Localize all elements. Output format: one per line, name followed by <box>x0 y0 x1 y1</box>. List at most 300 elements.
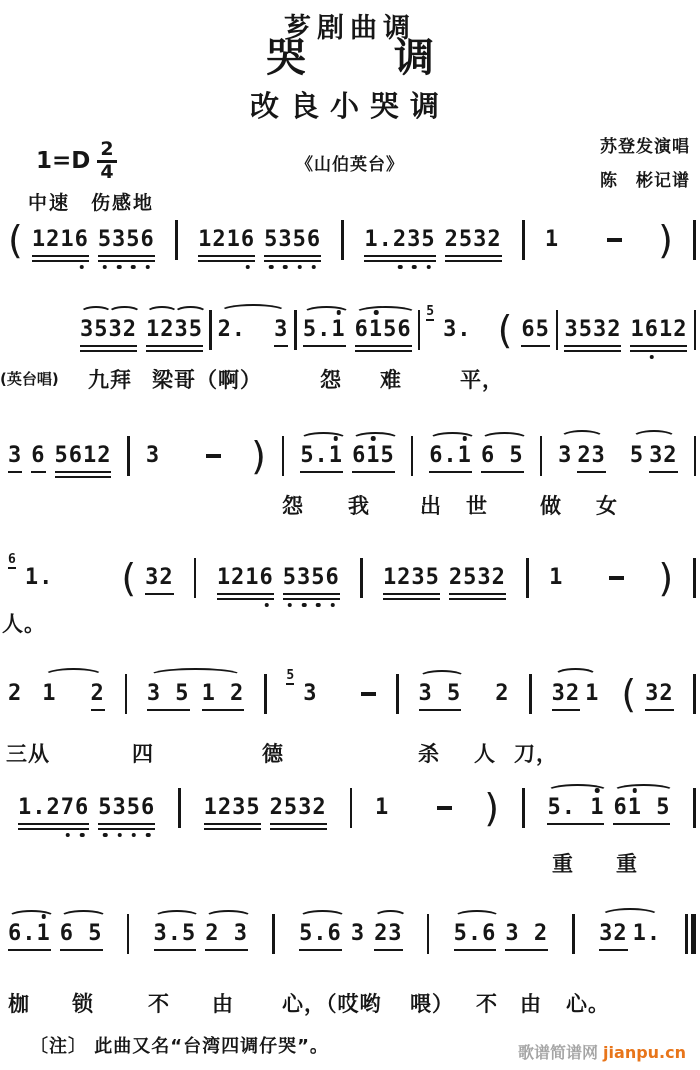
grace-digit: 6 <box>8 552 16 567</box>
measure <box>551 672 674 716</box>
note <box>283 566 340 600</box>
note-digits: 32 <box>649 443 678 468</box>
beam-underline <box>98 260 155 263</box>
note-digits: 5.1 <box>302 317 346 342</box>
beam-underline <box>198 255 255 258</box>
notator-credit: 陈 彬记谱 <box>600 171 690 191</box>
note-digits: 6 5 <box>480 443 524 468</box>
beam-underline <box>146 345 203 348</box>
note-digits: 2532 <box>444 227 502 252</box>
lyric: 不 <box>148 992 170 1016</box>
note <box>198 228 255 262</box>
note <box>505 922 548 951</box>
measure <box>80 318 203 352</box>
meter-numerator: 2 <box>97 140 116 163</box>
grace-digit: 5 <box>286 668 295 683</box>
beam-underline <box>217 598 274 601</box>
spacer <box>568 228 598 229</box>
lyric: 人。 <box>2 612 46 636</box>
note-digits: 1 <box>585 681 600 706</box>
beam-underline <box>32 255 89 258</box>
spacer <box>481 318 489 319</box>
beam-underline <box>80 350 137 353</box>
note-digits: 1 <box>42 681 57 706</box>
lyric: 女 <box>596 494 618 518</box>
beam-underline <box>481 471 524 474</box>
beam-underline <box>577 471 606 474</box>
measure <box>18 796 155 830</box>
spacer <box>572 566 600 567</box>
note-digits: 6156 <box>354 317 412 342</box>
note-digits: 3 <box>145 443 161 468</box>
beam-underline <box>18 828 89 831</box>
note <box>355 318 412 352</box>
beam-underline <box>449 598 506 601</box>
measure <box>147 682 245 711</box>
measure <box>8 218 155 262</box>
note <box>147 682 190 711</box>
note-digits: 3 <box>350 921 366 946</box>
close-paren: ) <box>484 786 500 830</box>
beam-underline <box>264 255 321 258</box>
octave-dot-below <box>426 265 431 270</box>
beam-underline <box>146 350 203 353</box>
lyric: 刀， <box>514 742 558 766</box>
beam-underline <box>283 598 340 601</box>
beam-underline <box>55 476 112 479</box>
note <box>303 682 317 706</box>
slur-group <box>558 444 606 473</box>
barline <box>572 914 575 954</box>
measure <box>198 228 321 262</box>
beam-underline <box>364 255 435 258</box>
beam-underline <box>32 260 89 263</box>
beam-underline <box>564 345 621 348</box>
note <box>264 228 321 262</box>
octave-dot-below <box>80 833 85 838</box>
note-digits: 6.1 <box>8 921 51 946</box>
barline <box>341 220 344 260</box>
note-digits: 2532 <box>448 565 506 590</box>
measure <box>599 922 661 951</box>
beam-underline <box>198 260 255 263</box>
watermark-site: 歌谱简谱网 <box>517 1043 598 1062</box>
note <box>91 682 105 711</box>
lyric: 梁哥（啊） <box>152 368 262 392</box>
lyrics-row <box>0 738 700 766</box>
beam-underline <box>419 709 462 712</box>
barline <box>529 674 532 714</box>
music-line <box>8 434 696 478</box>
barline <box>694 436 697 476</box>
slur-group <box>630 444 678 473</box>
note-digits: 2 3 <box>205 921 249 946</box>
note <box>202 682 245 711</box>
note-digits: 23 <box>374 921 403 946</box>
barline <box>360 558 363 598</box>
note-digits: 2 <box>8 681 23 706</box>
beam-underline <box>649 471 678 474</box>
tempo-marking: 中速 伤感地 <box>28 192 155 214</box>
note <box>649 444 678 473</box>
note <box>645 682 674 711</box>
note-digits: 1 2 <box>201 681 245 706</box>
note <box>270 796 327 830</box>
slur-arc <box>454 910 501 924</box>
note <box>146 318 203 352</box>
barline <box>175 220 178 260</box>
beam-underline <box>374 949 403 952</box>
lyric: 难 <box>380 368 402 392</box>
note-digits: 6.1 <box>429 443 472 468</box>
note-digits: 5. 1 <box>547 795 605 820</box>
open-paren: ( <box>8 218 23 262</box>
note-digits: 3532 <box>564 317 622 342</box>
note <box>374 922 403 951</box>
measure <box>8 444 111 478</box>
main-title-left: 哭 <box>266 35 306 81</box>
beam-underline <box>547 823 604 826</box>
watermark-domain: jianpu.cn <box>603 1043 686 1062</box>
measure <box>145 434 266 478</box>
note-digits: 1 <box>544 227 560 252</box>
note <box>55 444 112 478</box>
barline <box>522 788 525 828</box>
beam-underline <box>355 345 412 348</box>
barline <box>194 558 197 598</box>
close-paren: ) <box>251 434 266 478</box>
note-digits: 1. <box>632 921 662 946</box>
grace-underline <box>426 319 434 321</box>
octave-dot-below <box>650 355 655 360</box>
lyric: 由 <box>520 992 542 1016</box>
octave-dot-above <box>336 310 341 315</box>
beam-underline <box>98 255 155 258</box>
play-title: 《山伯英台》 <box>296 155 404 175</box>
dash-rest <box>361 692 376 696</box>
note-digits: 3532 <box>80 317 137 342</box>
note <box>146 444 160 468</box>
beam-underline <box>445 255 502 258</box>
beam-underline <box>8 949 51 952</box>
note-digits: 61 5 <box>613 795 671 820</box>
meter-denominator: 4 <box>100 160 114 183</box>
slur-arc <box>429 432 476 446</box>
lyric: 德 <box>262 742 284 766</box>
slur-arc <box>174 306 206 320</box>
note <box>495 682 509 706</box>
spacer <box>31 682 33 683</box>
barline <box>693 788 696 828</box>
lyric: 三从 <box>6 742 50 766</box>
lyric: 喂） <box>410 992 454 1016</box>
music-line <box>8 552 696 600</box>
octave-dot-above <box>371 436 376 441</box>
octave-dot-below <box>132 833 137 838</box>
note-digits: 6 5 <box>59 921 103 946</box>
beam-underline <box>352 471 395 474</box>
lyric: 枷 <box>8 992 30 1016</box>
note <box>300 444 343 473</box>
note <box>217 566 274 600</box>
slur-arc <box>300 432 347 446</box>
beam-underline <box>8 471 22 474</box>
lyrics-row <box>0 848 700 876</box>
beam-underline <box>98 823 155 826</box>
beam-underline <box>31 471 45 474</box>
final-bar-thick <box>691 914 696 954</box>
barline <box>178 788 181 828</box>
note-digits: 5 <box>629 443 645 468</box>
beam-underline <box>613 823 670 826</box>
note-digits: 3 5 <box>418 681 462 706</box>
octave-dot-below <box>288 603 293 608</box>
key-text: 1=D <box>36 148 91 175</box>
barline <box>396 674 399 714</box>
grace-underline <box>8 567 16 569</box>
note <box>218 318 247 342</box>
beam-underline <box>383 593 440 596</box>
note-digits: 32 <box>145 565 174 590</box>
slur-arc <box>205 910 252 924</box>
slur-arc <box>60 910 107 924</box>
beam-underline <box>429 471 472 474</box>
note-digits: 6 <box>31 443 46 468</box>
note <box>613 796 670 825</box>
slur-group <box>218 318 289 347</box>
measure <box>8 552 174 600</box>
note <box>375 796 389 820</box>
note-digits: 5.6 <box>299 921 342 946</box>
measure <box>8 922 103 951</box>
measure <box>217 566 340 600</box>
barline <box>125 674 128 714</box>
octave-dot-above <box>41 914 46 919</box>
note <box>98 228 155 262</box>
note <box>8 444 22 473</box>
note-digits: 32 <box>599 921 628 946</box>
beam-underline <box>274 345 288 348</box>
lyric: 重 <box>552 852 574 876</box>
slur-arc <box>374 910 407 924</box>
note-digits: 5.6 <box>453 921 497 946</box>
barline <box>282 436 285 476</box>
note-digits: 1 <box>549 565 564 590</box>
note <box>443 318 472 342</box>
beam-underline <box>270 828 327 831</box>
octave-dot-below <box>316 603 321 608</box>
lyric: 由 <box>212 992 234 1016</box>
beam-underline <box>217 593 274 596</box>
beam-underline <box>299 949 342 952</box>
note-digits: 1. <box>24 565 54 590</box>
credits <box>600 130 690 198</box>
measure <box>204 796 327 830</box>
beam-underline <box>552 709 581 712</box>
note <box>633 922 662 946</box>
note <box>352 444 395 473</box>
note-digits: 2 <box>90 681 105 706</box>
octave-dot-below <box>269 265 274 270</box>
measure <box>154 922 249 951</box>
lyrics-row <box>0 988 700 1016</box>
footnote: 〔注〕 此曲又名“台湾四调仔哭”。 <box>30 1036 329 1057</box>
measure <box>547 796 670 825</box>
series-title: 芗剧曲调 <box>284 13 416 44</box>
octave-dot-below <box>131 265 136 270</box>
note <box>521 318 550 347</box>
note <box>558 444 572 468</box>
music-line <box>80 304 696 352</box>
note <box>599 922 628 951</box>
barline <box>127 436 130 476</box>
beam-underline <box>630 350 687 353</box>
close-paren: ) <box>658 556 674 600</box>
note-digits: 3. <box>443 317 472 342</box>
measure <box>383 566 506 600</box>
measure <box>8 682 105 711</box>
spacer <box>631 228 649 229</box>
music-line <box>8 922 696 954</box>
beam-underline <box>205 949 248 952</box>
note <box>80 318 137 352</box>
octave-dot-above <box>334 436 339 441</box>
note <box>630 318 687 352</box>
subtitle: 改良小哭调 <box>249 89 450 123</box>
open-paren: ( <box>121 556 137 600</box>
grace-note <box>286 669 294 685</box>
main-title-right: 调 <box>394 35 434 81</box>
octave-dot-below <box>312 265 317 270</box>
lyric: 我 <box>348 494 370 518</box>
slur-group <box>599 922 661 951</box>
note-digits: 5356 <box>98 795 156 820</box>
grace-note <box>8 553 16 569</box>
octave-dot-below <box>103 833 108 838</box>
measure <box>218 318 289 347</box>
spacer <box>62 566 112 567</box>
lyrics-row <box>0 490 700 518</box>
dash-rest <box>609 576 624 580</box>
octave-dot-above <box>463 436 468 441</box>
measure <box>558 444 678 473</box>
note <box>42 682 56 706</box>
beam-underline <box>145 593 174 596</box>
slur-arc <box>481 432 528 446</box>
beam-underline <box>364 260 435 263</box>
note-digits: 5356 <box>282 565 340 590</box>
octave-dot-below <box>103 265 108 270</box>
note <box>18 796 89 830</box>
note-digits: 1216 <box>216 565 274 590</box>
slur-group <box>552 682 600 711</box>
slur-arc <box>154 910 201 924</box>
beam-underline <box>505 949 548 952</box>
measure <box>544 218 673 262</box>
note <box>545 228 559 252</box>
slur-arc <box>299 910 346 924</box>
beam-underline <box>147 709 190 712</box>
note <box>630 444 644 468</box>
watermark <box>518 1040 686 1063</box>
note <box>383 566 440 600</box>
slur-arc <box>613 784 674 798</box>
octave-dot-below <box>117 265 122 270</box>
beam-underline <box>449 593 506 596</box>
note <box>351 922 365 946</box>
lyric: 平， <box>460 368 504 392</box>
slur-arc <box>355 306 416 320</box>
measure <box>286 668 376 706</box>
measure <box>419 682 510 711</box>
spacer <box>633 566 649 567</box>
note <box>449 566 506 600</box>
note-digits: 2532 <box>269 795 327 820</box>
note <box>429 444 472 473</box>
note <box>552 682 581 711</box>
beam-underline <box>80 345 137 348</box>
slur-arc <box>8 910 55 924</box>
barline <box>411 436 414 476</box>
octave-dot-below <box>145 265 150 270</box>
barline <box>693 674 696 714</box>
beam-underline <box>98 828 155 831</box>
octave-dot-above <box>595 788 600 793</box>
octave-dot-below <box>264 603 269 608</box>
measure <box>303 318 412 352</box>
note-digits: 2 <box>495 681 510 706</box>
note <box>25 566 54 590</box>
note-digits: 615 <box>352 443 395 468</box>
spacer <box>608 682 612 683</box>
spacer <box>470 682 486 683</box>
barline <box>418 310 421 350</box>
octave-dot-below <box>302 603 307 608</box>
barline <box>693 220 696 260</box>
note-digits: 3 <box>8 443 23 468</box>
lyrics-row <box>0 364 700 392</box>
beam-underline <box>60 949 103 952</box>
barline <box>294 310 297 350</box>
lyric: 心，（哎哟 <box>282 992 382 1016</box>
note <box>145 566 174 595</box>
beam-underline <box>303 345 346 348</box>
octave-dot-below <box>283 265 288 270</box>
octave-dot-below <box>117 833 122 838</box>
measure <box>300 444 395 473</box>
beam-underline <box>264 260 321 263</box>
note <box>481 444 524 473</box>
measure <box>299 922 403 951</box>
slur-arc <box>108 306 140 320</box>
note <box>204 796 261 830</box>
note-digits: 23 <box>577 443 606 468</box>
lyric: 锁 <box>72 992 94 1016</box>
note <box>154 922 197 951</box>
barline <box>526 558 529 598</box>
close-paren: ) <box>658 218 673 262</box>
barline <box>350 788 353 828</box>
note-digits: 1235 <box>203 795 261 820</box>
barline <box>427 914 430 954</box>
note <box>564 318 621 352</box>
beam-underline <box>154 949 197 952</box>
note-digits: 2. <box>217 317 247 342</box>
note <box>549 566 563 590</box>
spacer <box>461 796 475 797</box>
grace-underline <box>286 683 294 685</box>
beam-underline <box>454 949 497 952</box>
